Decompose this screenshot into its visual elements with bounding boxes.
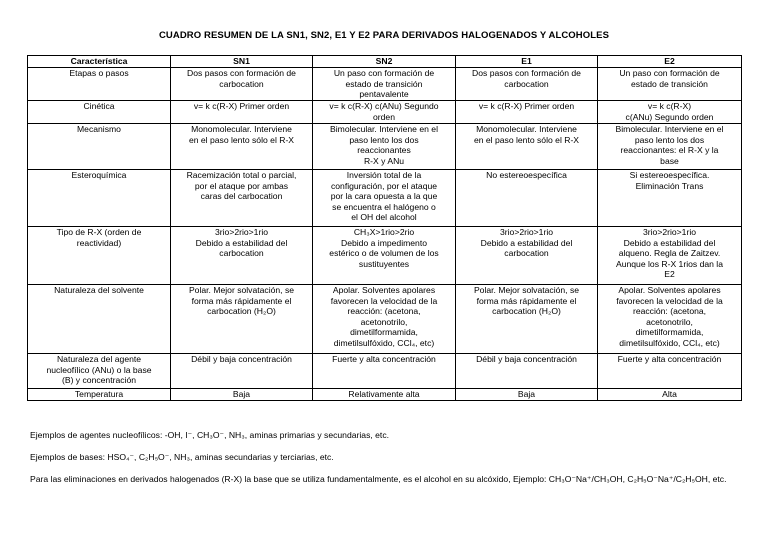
note-base-examples: Ejemplos de bases: HSO₄⁻, C₂H₅O⁻, NH₃, aminas secundarias y terciarias, etc. bbox=[30, 452, 334, 462]
table-row bbox=[28, 285, 742, 354]
cell-sn1: Monomolecular. Interviene en el paso lento sólo el R-X bbox=[171, 124, 313, 170]
table-row bbox=[28, 170, 742, 227]
row-label: Tipo de R-X (orden de reactividad) bbox=[28, 227, 171, 285]
row-label: Temperatura bbox=[28, 389, 171, 401]
cell-sn2: Bimolecular. Interviene en el paso lento los dos reaccionantes R-X y ANu bbox=[313, 124, 456, 170]
cell-sn2: Un paso con formación de estado de transición pentavalente bbox=[313, 68, 456, 101]
cell-e2: Bimolecular. Interviene en el paso lento los dos reaccionantes: el R-X y la base bbox=[598, 124, 742, 170]
cell-e1: Dos pasos con formación de carbocation bbox=[456, 68, 598, 101]
table-row bbox=[28, 389, 742, 401]
cell-sn1: Dos pasos con formación de carbocation bbox=[171, 68, 313, 101]
cell-e1: 3rio>2rio>1rio Debido a estabilidad del carbocation bbox=[456, 227, 598, 285]
cell-e1: Baja bbox=[456, 389, 598, 401]
cell-sn1: Débil y baja concentración bbox=[171, 354, 313, 389]
cell-sn1: 3rio>2rio>1rio Debido a estabilidad del carbocation bbox=[171, 227, 313, 285]
cell-sn2: Apolar. Solventes apolares favorecen la velocidad de la reacción: (acetona, acetonotrilo, dimetilformamida, dimetilsulfóxido, CCl₄, etc) bbox=[313, 285, 456, 354]
cell-sn1: Racemización total o parcial, por el ataque por ambas caras del carbocation bbox=[171, 170, 313, 227]
header-e1: E1 bbox=[456, 56, 598, 68]
document-title: CUADRO RESUMEN DE LA SN1, SN2, E1 Y E2 PARA DERIVADOS HALOGENADOS Y ALCOHOLES bbox=[158, 30, 610, 41]
table-row bbox=[28, 68, 742, 101]
header-characteristic: Característica bbox=[28, 56, 171, 68]
cell-e2: Si estereoespecífica. Eliminación Trans bbox=[598, 170, 742, 227]
row-label: Mecanismo bbox=[28, 124, 171, 170]
cell-e2: Un paso con formación de estado de transición bbox=[598, 68, 742, 101]
cell-e2: Apolar. Solventes apolares favorecen la velocidad de la reacción: (acetona, acetonotrilo, dimetilformamida, dimetilsulfóxido, CCl₄, etc) bbox=[598, 285, 742, 354]
note-eliminations: Para las eliminaciones en derivados halogenados (R-X) la base que se utiliza fundamentalmente, es el alcohol en su alcóxido, Ejemplo: CH₃O⁻Na⁺/CH₃OH, C₂H₅O⁻Na⁺/C₂H₅OH, etc. bbox=[30, 474, 727, 484]
table-row bbox=[28, 124, 742, 170]
row-label: Naturaleza del agente nucleofílico (ANu) o la base (B) y concentración bbox=[28, 354, 171, 389]
cell-sn1: Baja bbox=[171, 389, 313, 401]
row-label: Naturaleza del solvente bbox=[28, 285, 171, 354]
table-row bbox=[28, 354, 742, 389]
cell-e1: No estereoespecífica bbox=[456, 170, 598, 227]
cell-e1: Polar. Mejor solvatación, se forma más rápidamente el carbocation (H₂O) bbox=[456, 285, 598, 354]
cell-e2: 3rio>2rio>1rio Debido a estabilidad del alqueno. Regla de Zaitzev. Aunque los R-X 1rios dan la E2 bbox=[598, 227, 742, 285]
cell-sn2: CH₃X>1rio>2rio Debido a impedimento estérico o de volumen de los sustituyentes bbox=[313, 227, 456, 285]
cell-sn2: Relativamente alta bbox=[313, 389, 456, 401]
header-sn2: SN2 bbox=[313, 56, 456, 68]
table-row bbox=[28, 227, 742, 285]
cell-sn1: v= k c(R-X) Primer orden bbox=[171, 101, 313, 124]
cell-sn1: Polar. Mejor solvatación, se forma más rápidamente el carbocation (H₂O) bbox=[171, 285, 313, 354]
table-header-row bbox=[28, 56, 742, 68]
header-e2: E2 bbox=[598, 56, 742, 68]
cell-e2: Alta bbox=[598, 389, 742, 401]
cell-e1: Débil y baja concentración bbox=[456, 354, 598, 389]
cell-e2: v= k c(R-X) c(ANu) Segundo orden bbox=[598, 101, 742, 124]
row-label: Cinética bbox=[28, 101, 171, 124]
summary-table bbox=[27, 55, 742, 401]
cell-sn2: v= k c(R-X) c(ANu) Segundo orden bbox=[313, 101, 456, 124]
note-nucleophile-examples: Ejemplos de agentes nucleofílicos: -OH, I⁻, CH₃O⁻, NH₃, aminas primarias y secundarias, etc. bbox=[30, 430, 389, 440]
cell-sn2: Fuerte y alta concentración bbox=[313, 354, 456, 389]
cell-e2: Fuerte y alta concentración bbox=[598, 354, 742, 389]
row-label: Etapas o pasos bbox=[28, 68, 171, 101]
cell-sn2: Inversión total de la configuración, por el ataque por la cara opuesta a la que se encuentra el halógeno o el OH del alcohol bbox=[313, 170, 456, 227]
header-sn1: SN1 bbox=[171, 56, 313, 68]
row-label: Esteroquímica bbox=[28, 170, 171, 227]
cell-e1: v= k c(R-X) Primer orden bbox=[456, 101, 598, 124]
table-row bbox=[28, 101, 742, 124]
cell-e1: Monomolecular. Interviene en el paso lento sólo el R-X bbox=[456, 124, 598, 170]
